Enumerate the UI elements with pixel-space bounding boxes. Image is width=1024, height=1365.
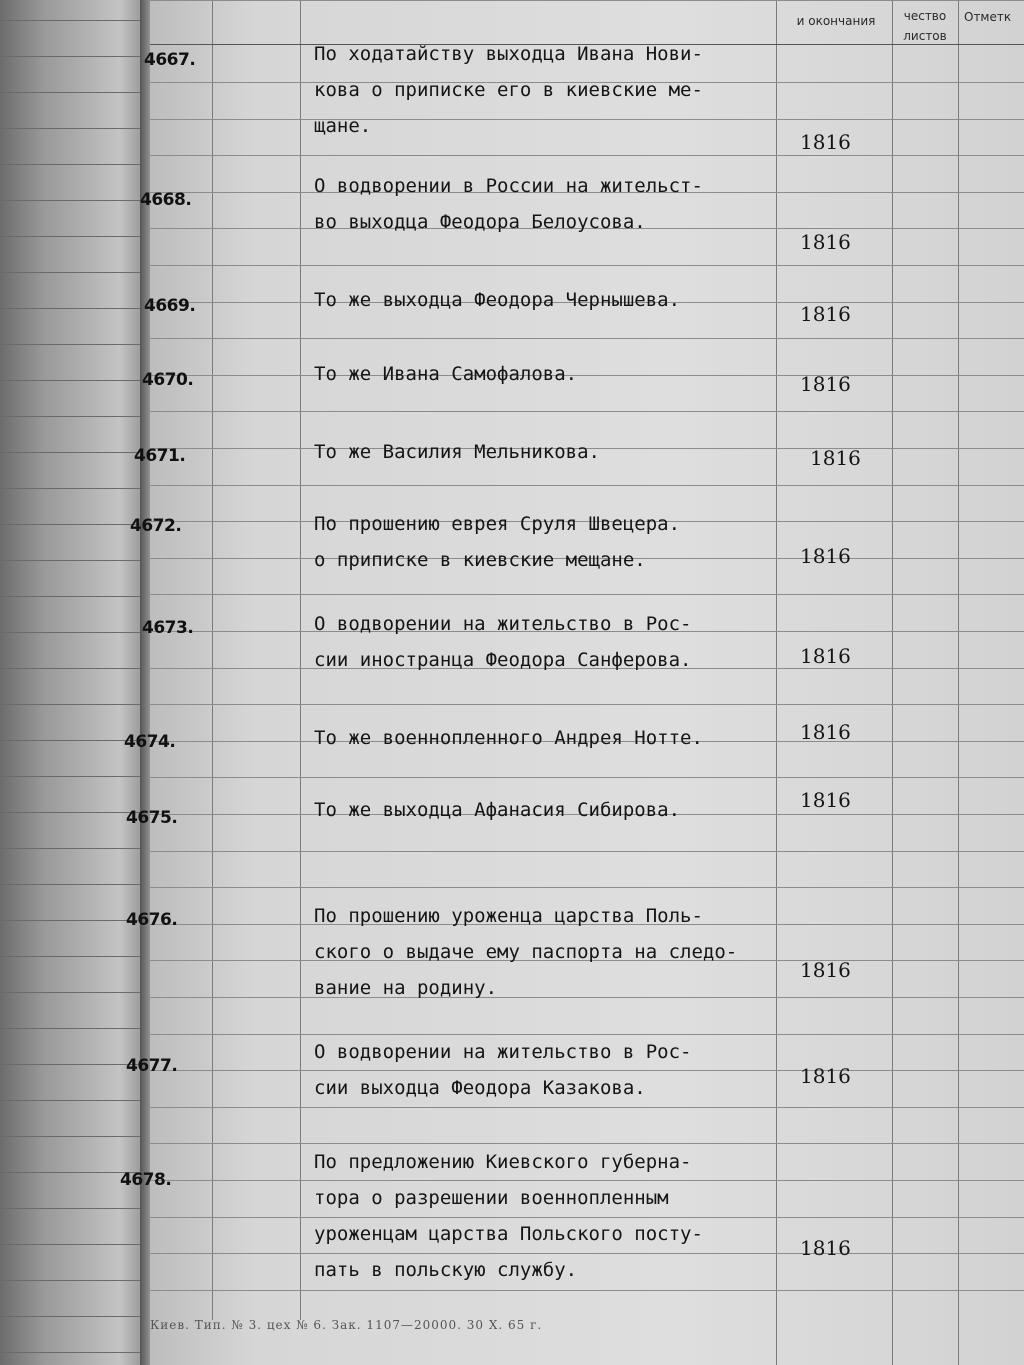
- entry-number: 4676.: [126, 910, 178, 930]
- left-page-line: [0, 992, 150, 993]
- left-page-line: [0, 776, 150, 777]
- left-page-line: [0, 560, 150, 561]
- header-sheets: [894, 6, 956, 46]
- entry-number: 4672.: [130, 516, 182, 536]
- ruled-line: [150, 851, 1024, 852]
- header-notes: Отметк: [964, 10, 1012, 24]
- left-page-line: [0, 524, 150, 525]
- left-page-line: [0, 164, 150, 165]
- left-page-line: [0, 704, 150, 705]
- entry-year: 1816: [800, 644, 851, 668]
- ruled-line: [150, 155, 1024, 156]
- entry-year: 1816: [800, 1064, 851, 1088]
- header-sheets-line1: чество: [903, 9, 947, 23]
- left-page-line: [0, 200, 150, 201]
- left-page-line: [0, 56, 150, 57]
- left-page-line: [0, 20, 150, 21]
- entry-year: 1816: [810, 446, 861, 470]
- left-page-line: [0, 848, 150, 849]
- left-page-line: [0, 416, 150, 417]
- entry-year: 1816: [800, 372, 851, 396]
- left-page-line: [0, 1136, 150, 1137]
- ruled-line: [150, 594, 1024, 595]
- entry-year: 1816: [800, 720, 851, 744]
- entry-year: 1816: [800, 230, 851, 254]
- entry-year: 1816: [800, 958, 851, 982]
- entry-text: По прошению еврея Сруля Швецера. о приписке в киевские мещане.: [314, 513, 681, 571]
- left-page-line: [0, 272, 150, 273]
- ruled-line: [150, 411, 1024, 412]
- left-page-line: [0, 1280, 150, 1281]
- entry-year: 1816: [800, 788, 851, 812]
- column-divider: [892, 0, 893, 1365]
- left-page-line: [0, 1352, 150, 1353]
- left-page-line: [0, 1100, 150, 1101]
- entry-text: То же выходца Феодора Чернышева.: [314, 289, 681, 311]
- entry-number: 4678.: [120, 1170, 172, 1190]
- entry-number: 4670.: [142, 370, 194, 390]
- left-page-line: [0, 596, 150, 597]
- ruled-line: [150, 777, 1024, 778]
- left-page-line: [0, 488, 150, 489]
- ruled-line: [150, 1107, 1024, 1108]
- entry-year: 1816: [800, 1236, 851, 1260]
- column-divider: [212, 0, 213, 1320]
- ruled-line: [150, 265, 1024, 266]
- entry-text: По прошению уроженца царства Поль- ского о выдаче ему паспорта на следо- вание на родину.: [314, 905, 738, 999]
- left-page-line: [0, 236, 150, 237]
- entry-number: 4675.: [126, 808, 178, 828]
- entry-number: 4669.: [144, 296, 196, 316]
- print-footer: Киев. Тип. № 3. цех № 6. Зак. 1107—20000. 30 X. 65 г.: [150, 1318, 543, 1332]
- left-page-line: [0, 92, 150, 93]
- entry-number: 4667.: [144, 50, 196, 70]
- entry-number: 4674.: [124, 732, 176, 752]
- ruled-line: [150, 338, 1024, 339]
- column-divider: [300, 0, 301, 1320]
- ruled-line: [150, 704, 1024, 705]
- entry-number: 4673.: [142, 618, 194, 638]
- entry-number: 4671.: [134, 446, 186, 466]
- header-dates: и окончания: [796, 14, 876, 28]
- entry-year: 1816: [800, 302, 851, 326]
- left-page-line: [0, 308, 150, 309]
- left-page-line: [0, 1316, 150, 1317]
- entry-text: То же Василия Мельникова.: [314, 441, 600, 463]
- entry-text: То же выходца Афанасия Сибирова.: [314, 799, 681, 821]
- ruled-line: [150, 1290, 1024, 1291]
- left-page-line: [0, 452, 150, 453]
- entry-text: О водворении на жительство в Рос- сии выходца Феодора Казакова.: [314, 1041, 692, 1099]
- entry-text: По предложению Киевского губерна- тора о разрешении военнопленным уроженцам царства Польского посту- пать в польскую службу.: [314, 1151, 703, 1281]
- ruled-line: [150, 887, 1024, 888]
- entry-year: 1816: [800, 130, 851, 154]
- left-page-line: [0, 344, 150, 345]
- entry-text: О водворении на жительство в Рос- сии иностранца Феодора Санферова.: [314, 613, 692, 671]
- entry-number: 4668.: [140, 190, 192, 210]
- entry-text: По ходатайству выходца Ивана Нови- кова о приписке его в киевские ме- щане.: [314, 43, 703, 137]
- left-page-line: [0, 632, 150, 633]
- entry-number: 4677.: [126, 1056, 178, 1076]
- ruled-line: [150, 485, 1024, 486]
- left-page-line: [0, 1244, 150, 1245]
- header-top-rule: [150, 0, 1024, 1]
- left-page-line: [0, 1208, 150, 1209]
- left-page-line: [0, 668, 150, 669]
- register-page: [120, 0, 1024, 1365]
- entry-text: То же Ивана Самофалова.: [314, 363, 578, 385]
- left-page-line: [0, 1028, 150, 1029]
- entry-year: 1816: [800, 544, 851, 568]
- column-divider: [958, 0, 959, 1365]
- entry-text: То же военнопленного Андрея Нотте.: [314, 727, 703, 749]
- left-page-edge: [0, 0, 150, 1365]
- header-sheets-line2: листов: [903, 29, 947, 43]
- entry-text: О водворении в России на жительст- во выходца Феодора Белоусова.: [314, 175, 703, 233]
- left-page-line: [0, 884, 150, 885]
- left-page-line: [0, 380, 150, 381]
- left-page-line: [0, 956, 150, 957]
- left-page-line: [0, 128, 150, 129]
